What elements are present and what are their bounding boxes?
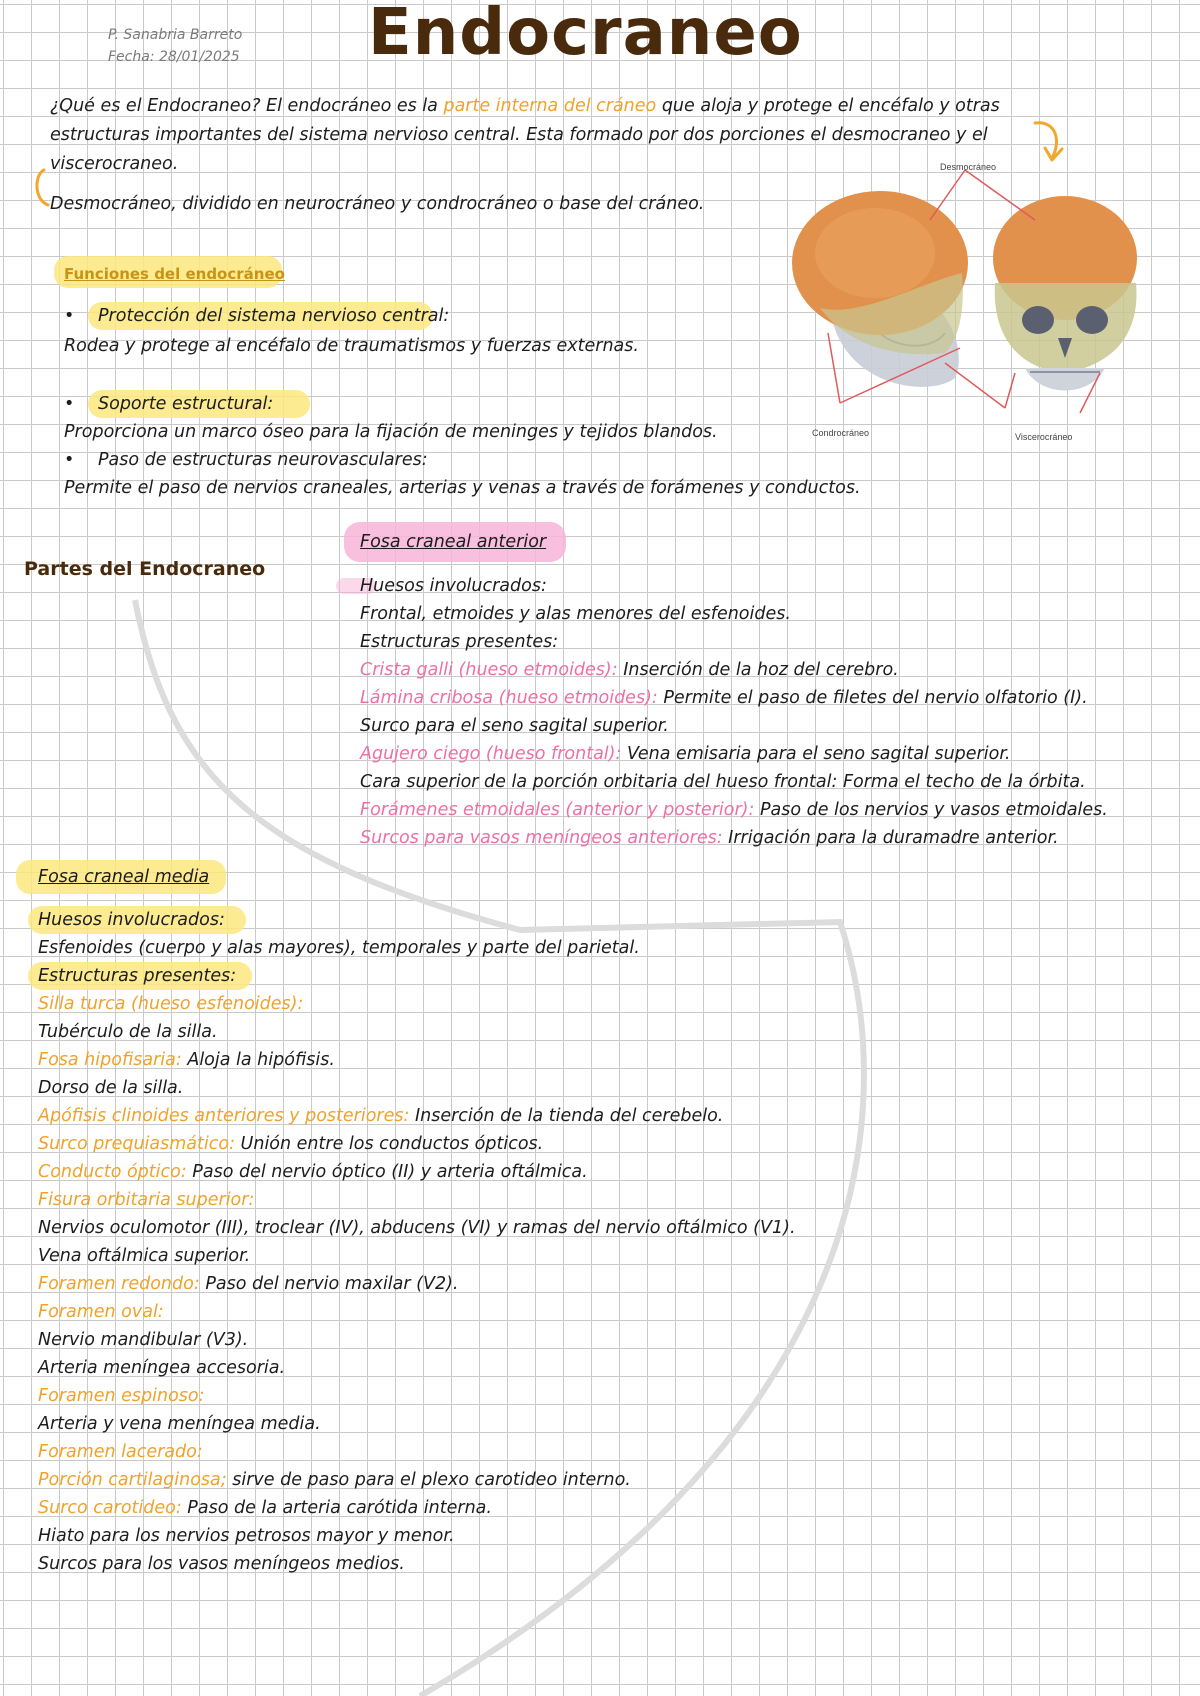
bullet-icon: •	[64, 394, 75, 414]
media-heading: Fosa craneal media	[38, 867, 210, 887]
list-item	[38, 1074, 796, 1102]
structure-text: Unión entre los conductos ópticos.	[234, 1134, 544, 1154]
structure-text: Paso del nervio maxilar (V2).	[199, 1274, 459, 1294]
structure-term: Forámenes etmoidales (anterior y posterior):	[360, 800, 755, 820]
list-item	[38, 1130, 796, 1158]
media-structures-label: Estructuras presentes:	[38, 966, 237, 986]
function-3-title	[64, 446, 428, 474]
list-item	[38, 1354, 796, 1382]
media-bones-label: Huesos involucrados:	[38, 910, 225, 930]
structure-text: Arteria y vena meníngea media.	[38, 1414, 321, 1434]
structure-term: Fisura orbitaria superior:	[38, 1190, 255, 1210]
structure-text: Hiato para los nervios petrosos mayor y menor.	[38, 1526, 455, 1546]
list-item	[38, 1018, 796, 1046]
list-item	[360, 740, 1108, 768]
page-title: Endocraneo	[368, 0, 803, 70]
structure-text: Paso del nervio óptico (II) y arteria oftálmica.	[186, 1162, 588, 1182]
date-label: Fecha: 28/01/2025	[108, 49, 240, 65]
list-item	[360, 796, 1108, 824]
function-2-title	[64, 390, 273, 418]
structure-text: Cara superior de la porción orbitaria del hueso frontal: Forma el techo de la órbita.	[360, 772, 1086, 792]
intro-line-1	[50, 92, 1000, 120]
structure-term: Lámina cribosa (hueso etmoides):	[360, 688, 658, 708]
structure-term: Foramen redondo:	[38, 1274, 200, 1294]
anterior-heading: Fosa craneal anterior	[360, 532, 547, 552]
structure-text: Paso de los nervios y vasos etmoidales.	[754, 800, 1108, 820]
bullet-icon: •	[64, 450, 75, 470]
intro-text-b: que aloja y protege el encéfalo y otras	[656, 96, 1000, 116]
functions-heading: Funciones del endocráneo	[64, 265, 285, 283]
list-item	[360, 684, 1108, 712]
list-item	[38, 1522, 796, 1550]
intro-line-2: estructuras importantes del sistema nervioso central. Esta formado por dos porciones el desmocraneo y el	[50, 125, 988, 145]
skull-illustration	[780, 158, 1152, 448]
list-item	[38, 1410, 796, 1438]
anterior-bones-label: Huesos involucrados:	[360, 576, 547, 596]
list-item	[38, 1494, 796, 1522]
structure-text: Tubérculo de la silla.	[38, 1022, 218, 1042]
label-condrocraneo: Condrocráneo	[812, 428, 870, 438]
structure-text: Dorso de la silla.	[38, 1078, 184, 1098]
structure-term: Fosa hipofisaria:	[38, 1050, 182, 1070]
function-3-desc: Permite el paso de nervios craneales, arterias y venas a través de forámenes y conductos.	[64, 478, 861, 498]
structure-text: Aloja la hipófisis.	[181, 1050, 335, 1070]
list-item	[360, 712, 1108, 740]
media-bones: Esfenoides (cuerpo y alas mayores), temporales y parte del parietal.	[38, 938, 640, 958]
list-item	[38, 1214, 796, 1242]
structure-text: sirve de paso para el plexo carotideo interno.	[226, 1470, 631, 1490]
function-1-desc: Rodea y protege al encéfalo de traumatismos y fuerzas externas.	[64, 336, 639, 356]
structure-text: Paso de la arteria carótida interna.	[181, 1498, 492, 1518]
intro-line-4: Desmocráneo, dividido en neurocráneo y condrocráneo o base del cráneo.	[50, 194, 705, 214]
list-item	[38, 1046, 796, 1074]
bullet-icon: •	[64, 306, 75, 326]
author-name: P. Sanabria Barreto	[108, 27, 243, 43]
skull-figure	[780, 158, 1152, 448]
structure-term: Foramen oval:	[38, 1302, 164, 1322]
structure-term: Foramen espinoso:	[38, 1386, 205, 1406]
structure-term: Porción cartilaginosa;	[38, 1470, 227, 1490]
structure-term: Surco carotideo:	[38, 1498, 182, 1518]
anterior-structures-list	[360, 656, 1108, 852]
label-desmocraneo: Desmocráneo	[940, 162, 997, 172]
list-item	[360, 656, 1108, 684]
anterior-bones: Frontal, etmoides y alas menores del esfenoides.	[360, 604, 791, 624]
structure-text: Inserción de la hoz del cerebro.	[617, 660, 899, 680]
list-item	[38, 1102, 796, 1130]
structure-term: Surcos para vasos meníngeos anteriores:	[360, 828, 723, 848]
list-item	[360, 768, 1108, 796]
structure-term: Agujero ciego (hueso frontal):	[360, 744, 622, 764]
structure-term: Apófisis clinoides anteriores y posteriores:	[38, 1106, 410, 1126]
list-item	[38, 1242, 796, 1270]
function-2-title-text: Soporte estructural:	[98, 394, 274, 414]
list-item	[38, 990, 796, 1018]
structure-text: Arteria meníngea accesoria.	[38, 1358, 286, 1378]
structure-text: Nervio mandibular (V3).	[38, 1330, 249, 1350]
structure-text: Inserción de la tienda del cerebelo.	[409, 1106, 724, 1126]
label-viscerocraneo: Viscerocráneo	[1015, 432, 1073, 442]
list-item	[38, 1550, 796, 1578]
list-item	[38, 1186, 796, 1214]
structure-term: Silla turca (hueso esfenoides):	[38, 994, 304, 1014]
structure-text: Vena emisaria para el seno sagital superior.	[621, 744, 1011, 764]
structure-text: Permite el paso de filetes del nervio olfatorio (I).	[657, 688, 1088, 708]
structure-text: Surco para el seno sagital superior.	[360, 716, 669, 736]
list-item	[38, 1158, 796, 1186]
structure-text: Vena oftálmica superior.	[38, 1246, 251, 1266]
structure-text: Irrigación para la duramadre anterior.	[722, 828, 1059, 848]
function-3-title-text: Paso de estructuras neurovasculares:	[98, 450, 428, 470]
intro-line-3: viscerocraneo.	[50, 154, 179, 174]
function-1-title	[64, 302, 449, 330]
function-2-desc: Proporciona un marco óseo para la fijación de meninges y tejidos blandos.	[64, 422, 718, 442]
structure-text: Nervios oculomotor (III), troclear (IV), abducens (VI) y ramas del nervio oftálmico (V1).	[38, 1218, 796, 1238]
anterior-structures-label: Estructuras presentes:	[360, 632, 559, 652]
structure-text: Surcos para los vasos meníngeos medios.	[38, 1554, 405, 1574]
function-1-title-text: Protección del sistema nervioso central:	[98, 306, 450, 326]
list-item	[360, 824, 1108, 852]
list-item	[38, 1382, 796, 1410]
list-item	[38, 1326, 796, 1354]
structure-term: Conducto óptico:	[38, 1162, 187, 1182]
list-item	[38, 1466, 796, 1494]
list-item	[38, 1270, 796, 1298]
intro-highlight: parte interna del cráneo	[443, 96, 657, 116]
structure-term: Surco prequiasmático:	[38, 1134, 235, 1154]
structure-term: Crista galli (hueso etmoides):	[360, 660, 618, 680]
media-structures-list	[38, 990, 796, 1578]
structure-term: Foramen lacerado:	[38, 1442, 203, 1462]
list-item	[38, 1438, 796, 1466]
parts-heading: Partes del Endocraneo	[24, 558, 266, 580]
list-item	[38, 1298, 796, 1326]
intro-text-a: ¿Qué es el Endocraneo? El endocráneo es la	[50, 96, 444, 116]
